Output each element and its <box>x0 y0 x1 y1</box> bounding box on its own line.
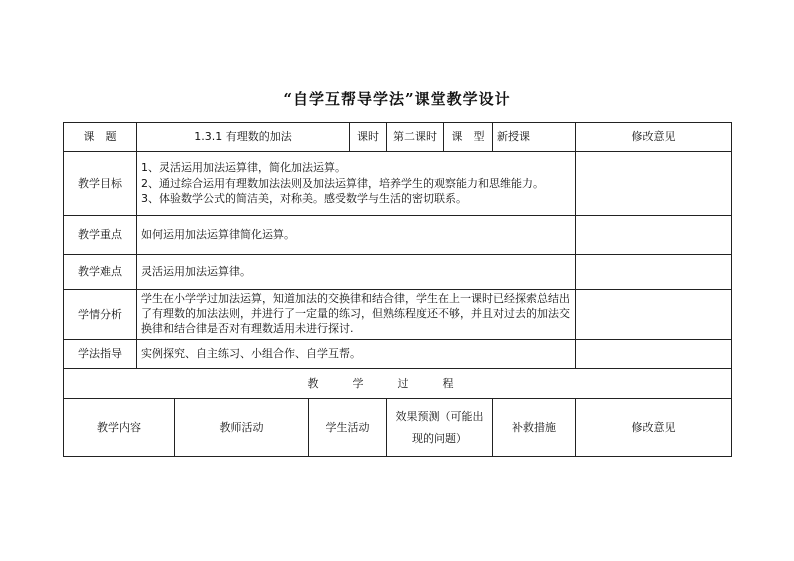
goal-item: 1、灵活运用加法运算律，简化加法运算。 <box>141 160 346 174</box>
page-title: “自学互帮导学法”课堂教学设计 <box>283 90 511 108</box>
analysis-revise-cell <box>576 290 732 340</box>
difficulty-text: 灵活运用加法运算律。 <box>137 255 576 290</box>
key-point-row <box>64 216 732 255</box>
goals-row <box>64 152 732 216</box>
period-label: 课时 <box>350 123 387 152</box>
method-label: 学法指导 <box>64 340 137 369</box>
key-point-text: 如何运用加法运算律简化运算。 <box>137 216 576 255</box>
method-row <box>64 340 732 369</box>
analysis-row <box>64 290 732 340</box>
goals-label: 教学目标 <box>64 152 137 216</box>
method-revise-cell <box>576 340 732 369</box>
goals-content <box>137 152 576 216</box>
method-text: 实例探究、自主练习、小组合作、自学互帮。 <box>137 340 576 369</box>
type-label: 课 型 <box>444 123 493 152</box>
col-student: 学生活动 <box>309 399 387 457</box>
process-title: 教学过程 <box>64 369 732 399</box>
col-teacher: 教师活动 <box>175 399 309 457</box>
key-point-label: 教学重点 <box>64 216 137 255</box>
col-content: 教学内容 <box>64 399 175 457</box>
analysis-label: 学情分析 <box>64 290 137 340</box>
type-value: 新授课 <box>493 123 576 152</box>
period-value: 第二课时 <box>387 123 444 152</box>
col-revise: 修改意见 <box>576 399 732 457</box>
col-prediction: 效果预测（可能出现的问题） <box>387 399 493 457</box>
topic-label: 课 题 <box>64 123 137 152</box>
goal-item: 3、体验数学公式的简洁美，对称美。感受数学与生活的密切联系。 <box>141 192 467 206</box>
goal-item: 2、通过综合运用有理数加法法则及加法运算律，培养学生的观察能力和思维能力。 <box>141 176 544 190</box>
process-title-row <box>64 369 732 399</box>
key-point-revise-cell <box>576 216 732 255</box>
analysis-text: 学生在小学学过加法运算，知道加法的交换律和结合律，学生在上一课时已经探索总结出了有理数的加法法则，并进行了一定量的练习，但熟练程度还不够，并且对过去的加法交换律和结合律是否对有理数适用未进行探讨. <box>137 290 576 340</box>
difficulty-label: 教学难点 <box>64 255 137 290</box>
revise-header: 修改意见 <box>576 123 732 152</box>
col-remedy: 补救措施 <box>493 399 576 457</box>
difficulty-row <box>64 255 732 290</box>
difficulty-revise-cell <box>576 255 732 290</box>
goals-revise-cell <box>576 152 732 216</box>
lesson-plan-table <box>63 122 732 457</box>
topic-value: 1.3.1 有理数的加法 <box>137 123 350 152</box>
process-header-row <box>64 399 732 457</box>
header-row <box>64 123 732 152</box>
